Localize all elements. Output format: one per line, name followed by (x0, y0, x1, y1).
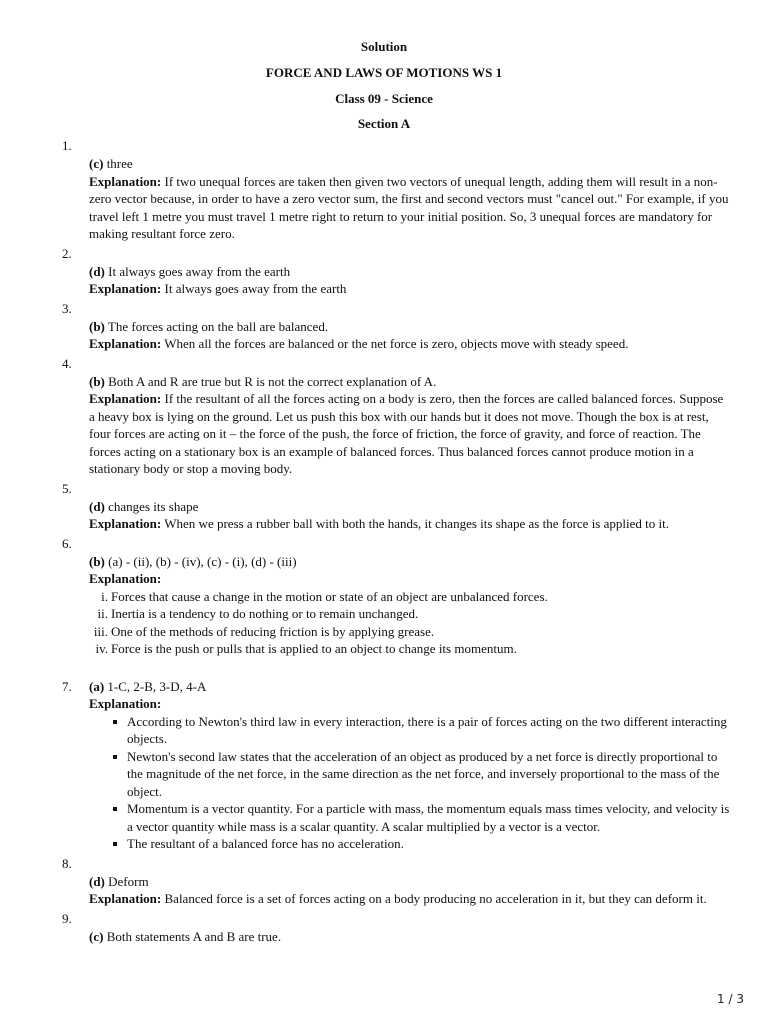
bullet-marker (109, 748, 127, 801)
explanation-text: When we press a rubber ball with both the hands, it changes its shape as the force is applied to it. (164, 516, 669, 531)
explanation-label: Explanation: (89, 891, 162, 906)
answer-option: (c) (89, 928, 104, 944)
answer-line (89, 155, 732, 173)
answer-text: Deform (108, 873, 149, 889)
answer-line (89, 498, 732, 516)
explanation-label: Explanation: (89, 281, 162, 296)
answer-text: 1-C, 2-B, 3-D, 4-A (107, 678, 207, 694)
list-item (89, 605, 732, 623)
explanation-label: Explanation: (89, 696, 162, 711)
answer-option: (c) (89, 156, 104, 171)
answer-line (89, 318, 732, 336)
explanation (89, 890, 732, 908)
list-item (89, 623, 732, 641)
bullet-marker (109, 713, 127, 748)
answer-text: The forces acting on the ball are balanced. (107, 318, 329, 334)
question-9 (62, 910, 732, 946)
question-number: 8. (62, 855, 72, 871)
question-number: 6. (62, 535, 72, 551)
class-subject: Class 09 - Science (335, 91, 433, 106)
list-item-text: The resultant of a balanced force has no acceleration. (127, 836, 404, 851)
explanation-text: If two unequal forces are taken then given two vectors of unequal length, adding them will result in a non-zero vector because, in order to have a zero vector sum, the first and second vectors must "cancel out." For example, if you travel left 1 metre you must travel 1 metre right to return to your initial position. So, 3 unequal forces are mandatory for making resultant force zero. (89, 173, 729, 241)
list-marker: iv. (95, 641, 108, 656)
question-7 (62, 678, 732, 853)
explanation-label: Explanation: (89, 571, 162, 586)
list-item (89, 640, 732, 658)
answer-line (89, 553, 732, 571)
answer-option: (d) (89, 263, 105, 279)
explanation (89, 390, 732, 478)
list-item-text: Force is the push or pulls that is applied to an object to change its momentum. (111, 641, 517, 656)
explanation (89, 280, 732, 298)
question-number: 5. (62, 480, 72, 496)
answer-line (89, 263, 732, 281)
explanation (89, 515, 732, 533)
question-5 (62, 480, 732, 533)
answer-text: three (106, 156, 133, 171)
answer-line (89, 873, 732, 891)
question-1 (62, 137, 732, 243)
answer-text: changes its shape (108, 498, 199, 514)
question-number: 1. (62, 138, 72, 153)
explanation (89, 695, 732, 713)
page-title: Solution (360, 39, 408, 54)
answer-line (89, 678, 732, 696)
answer-line (89, 928, 732, 946)
list-marker: iii. (93, 623, 108, 639)
list-marker: i. (101, 588, 108, 604)
answer-option: (b) (89, 373, 105, 389)
list-item-text: Newton's second law states that the acceleration of an object as produced by a net force is directly proportional to the magnitude of the net force, in the same direction as the net force, and inversely proportional to the mass of the object. (127, 748, 720, 799)
question-2 (62, 245, 732, 298)
answer-option: (b) (89, 553, 105, 569)
answer-option: (d) (89, 873, 105, 889)
list-item-text: Inertia is a tendency to do nothing or to remain unchanged. (111, 606, 419, 621)
question-8 (62, 855, 732, 908)
question-number: 4. (62, 355, 72, 371)
explanation-text: If the resultant of all the forces acting on a body is zero, then the forces are called balanced forces. Suppose a heavy box is lying on the ground. Let us push this box with our hands but it does not move. Though the box is at rest, four forces are acting on it – the force of the push, the force of friction, the force of gravity, and force of reaction. The forces acting on a stationary box is an example of balanced forces. Thus balanced forces cannot produce motion in a stationary body or stop a moving body. (89, 391, 724, 476)
list-item-text: Momentum is a vector quantity. For a particle with mass, the momentum equals mass times velocity, and velocity is a vector quantity while mass is a scalar quantity. A scalar multiplied by a vector is a vector. (127, 801, 730, 834)
explanation-text: It always goes away from the earth (164, 281, 347, 296)
bullet-marker (109, 835, 127, 853)
list-item-text: One of the methods of reducing friction is by applying grease. (111, 623, 435, 639)
list-item (89, 588, 732, 606)
answer-text: It always goes away from the earth (108, 263, 291, 279)
list-item (89, 800, 732, 835)
answer-text: Both statements A and B are true. (106, 928, 282, 944)
explanation-roman-list (89, 588, 732, 658)
explanation (89, 570, 732, 588)
question-number: 3. (62, 300, 72, 316)
bullet-marker (109, 800, 127, 835)
answer-text: Both A and R are true but R is not the correct explanation of A. (108, 373, 437, 389)
explanation-text: Balanced force is a set of forces acting on a body producing no acceleration in it, but they can deform it. (164, 891, 707, 906)
page-number: 1 / 3 (717, 992, 744, 1006)
answer-option: (d) (89, 498, 105, 514)
question-number: 2. (62, 245, 72, 261)
question-number: 7. (62, 678, 72, 694)
list-item-text: According to Newton's third law in every interaction, there is a pair of forces acting on the two different interacting objects. (127, 713, 727, 746)
explanation-text: When all the forces are balanced or the net force is zero, objects move with steady speed. (164, 336, 629, 351)
list-item-text: Forces that cause a change in the motion or state of an object are unbalanced forces. (111, 588, 548, 604)
explanation-bullet-list (89, 713, 732, 853)
list-marker: ii. (97, 606, 108, 621)
worksheet-title: FORCE AND LAWS OF MOTIONS WS 1 (265, 65, 503, 80)
explanation-label: Explanation: (89, 391, 162, 406)
section-title: Section A (357, 116, 411, 131)
explanation-label: Explanation: (89, 336, 162, 351)
explanation-label: Explanation: (89, 173, 162, 189)
list-item (89, 713, 732, 748)
solutions-list (62, 137, 732, 947)
explanation-label: Explanation: (89, 516, 162, 531)
answer-option: (a) (89, 678, 105, 694)
question-number: 9. (62, 910, 72, 926)
list-item (89, 835, 732, 853)
explanation (89, 335, 732, 353)
answer-text: (a) - (ii), (b) - (iv), (c) - (i), (d) - (iii) (108, 553, 297, 569)
answer-option: (b) (89, 318, 105, 334)
answer-line (89, 373, 732, 391)
explanation (89, 173, 732, 243)
question-4 (62, 355, 732, 478)
question-6 (62, 535, 732, 676)
list-item (89, 748, 732, 801)
question-3 (62, 300, 732, 353)
